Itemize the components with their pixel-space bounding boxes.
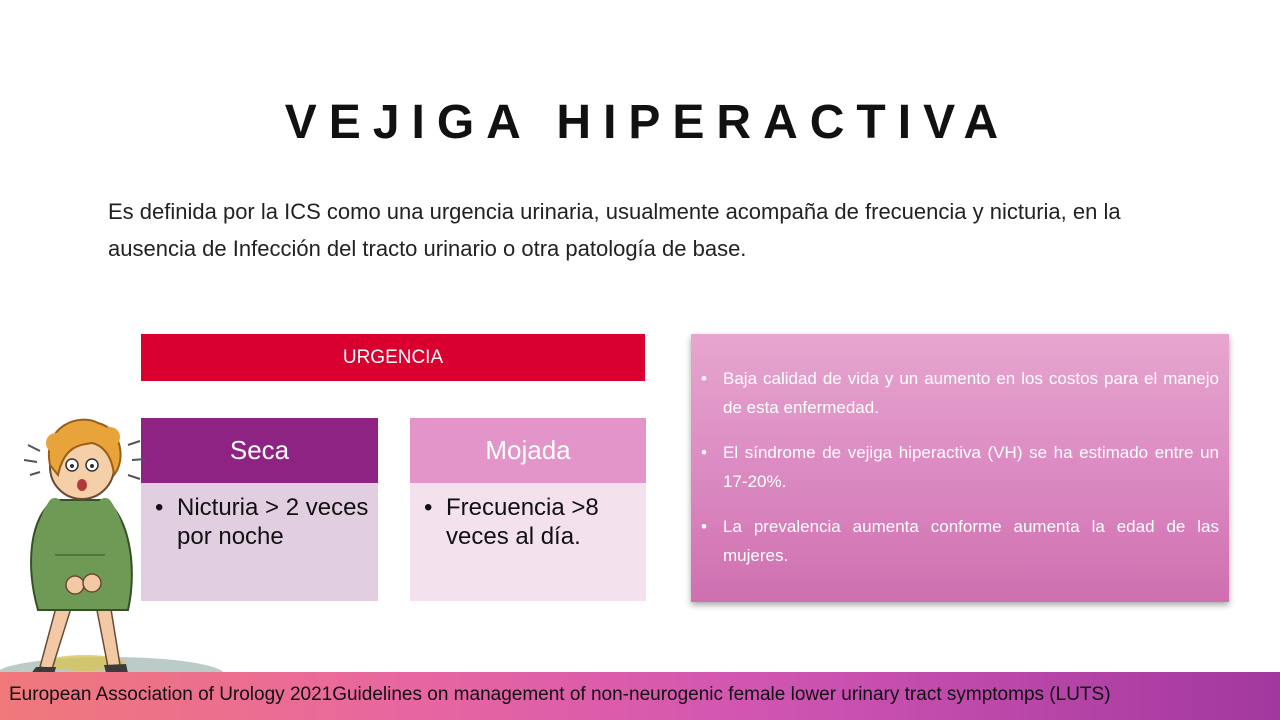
slide-title: VEJIGA HIPERACTIVA	[284, 96, 1011, 149]
stats-list	[723, 364, 1219, 570]
footer-citation: European Association of Urology 2021Guidelines on management of non-neurogenic female lower urinary tract symptomps (LUTS)	[9, 684, 1111, 705]
mojada-list	[410, 493, 646, 551]
mojada-card-body	[410, 483, 646, 601]
worried-woman-cartoon-icon	[0, 405, 245, 695]
urgency-label: URGENCIA	[342, 346, 444, 368]
seca-item: • Nicturia > 2 veces por noche	[177, 493, 378, 551]
urgency-bar	[141, 334, 645, 381]
definition-text: Es definida por la ICS como una urgencia urinaria, usualmente acompaña de frecuencia y nicturia, en la ausencia de Infección del tracto urinario o otra patología de base.	[108, 199, 1121, 261]
mojada-card-header	[410, 418, 646, 483]
seca-title: Seca	[229, 435, 290, 465]
stats-item-2: • El síndrome de vejiga hiperactiva (VH) se ha estimado entre un 17-20%.	[723, 438, 1219, 496]
stats-item-1: • Baja calidad de vida y un aumento en los costos para el manejo de esta enfermedad.	[723, 364, 1219, 422]
stats-panel	[691, 334, 1229, 602]
mojada-item: • Frecuencia >8 veces al día.	[446, 493, 646, 551]
stats-item-3: • La prevalencia aumenta conforme aumenta la edad de las mujeres.	[723, 512, 1219, 570]
mojada-title: Mojada	[485, 435, 571, 465]
